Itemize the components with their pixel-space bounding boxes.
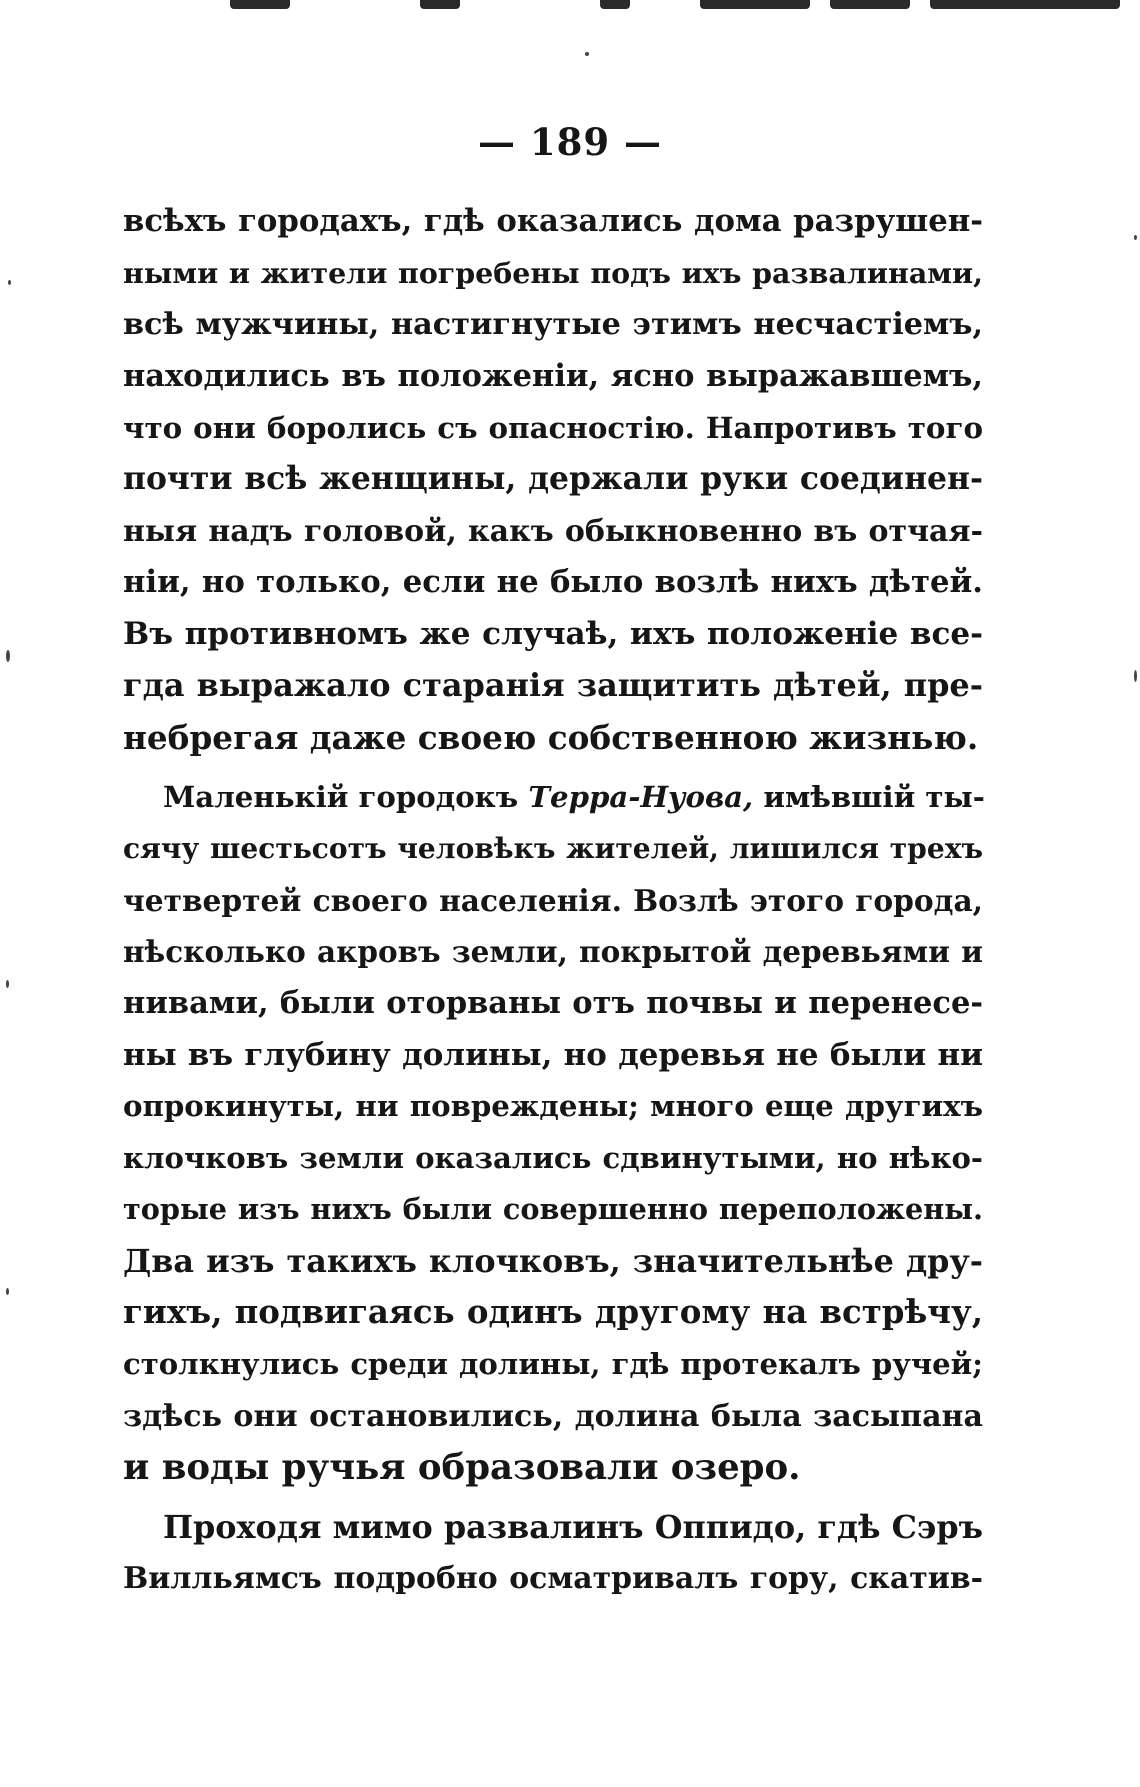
text-line: что они боролись съ опасностію. Напротивъ того (123, 410, 983, 446)
text-line: и воды ручья образовали озеро. (123, 1447, 801, 1489)
text-line: всѣхъ городахъ, гдѣ оказались дома разрушен- (123, 203, 983, 239)
text-line: четвертей своего населенія. Возлѣ этого города, (123, 882, 983, 918)
text-line: сячу шестьсотъ человѣкъ жителей, лишился трехъ (123, 832, 983, 866)
paragraph-2 (123, 772, 983, 1494)
paragraph-1 (123, 196, 983, 764)
text-line: торые изъ нихъ были совершенно переположены. (123, 1192, 983, 1227)
text-line: ныя надъ головой, какъ обыкновенно въ отчая- (123, 513, 983, 549)
text-line: ными и жители погребены подъ ихъ развалинами, (123, 255, 983, 290)
text-line: Вилльямсъ подробно осматривалъ гору, скатив- (123, 1561, 983, 1597)
text-line: столкнулись среди долины, гдѣ протекалъ ручей; (123, 1347, 983, 1382)
page-number: — 189 — (478, 120, 662, 164)
margin-mark (6, 650, 10, 662)
text-line-first: Проходя мимо развалинъ Оппидо, гдѣ Сэръ (163, 1507, 983, 1546)
margin-mark (6, 1288, 9, 1295)
text-line: ніи, но только, если не было возлѣ нихъ дѣтей. (123, 564, 983, 601)
text-line: опрокинуты, ни повреждены; много еще другихъ (123, 1089, 983, 1124)
text-line: клочковъ земли оказались сдвинутыми, но нѣко- (123, 1140, 983, 1175)
text-line: нѣсколько акровъ земли, покрытой деревьями и (123, 934, 983, 970)
text-line: Два изъ такихъ клочковъ, значительнѣе дру- (123, 1241, 983, 1280)
text-line: здѣсь они остановились, долина была засыпана (123, 1398, 983, 1434)
text-line-first (123, 772, 983, 824)
margin-mark (1134, 670, 1137, 682)
text-line: находились въ положеніи, ясно выражавшемъ, (123, 357, 983, 394)
text-line: всѣ мужчины, настигнутые этимъ несчастіемъ, (123, 307, 983, 343)
text-line: ны въ глубину долины, но деревья не были ни (123, 1036, 983, 1073)
text-line: гда выражало старанія защитить дѣтей, пре- (123, 666, 983, 705)
margin-mark (1134, 235, 1137, 240)
text-line: гихъ, подвигаясь одинъ другому на встрѣчу, (123, 1293, 983, 1332)
paragraph-3 (123, 1502, 983, 1605)
margin-mark (6, 980, 9, 988)
text-line: Въ противномъ же случаѣ, ихъ положеніе все- (123, 615, 983, 652)
body-text (123, 196, 983, 1605)
text-line: нивами, были оторваны отъ почвы и перенесе- (123, 984, 983, 1021)
top-edge-print-remnant (0, 0, 1140, 14)
text-run: Маленькій городокъ (163, 779, 529, 814)
text-run: имѣвшій ты- (753, 779, 985, 814)
margin-mark (8, 280, 11, 285)
text-line: почти всѣ женщины, держали руки соединен- (123, 460, 983, 497)
place-name-italic: Терра-Нуова, (528, 779, 754, 814)
print-speck (585, 52, 589, 56)
text-line: небрегая даже своею собственною жизнью. (123, 717, 979, 757)
